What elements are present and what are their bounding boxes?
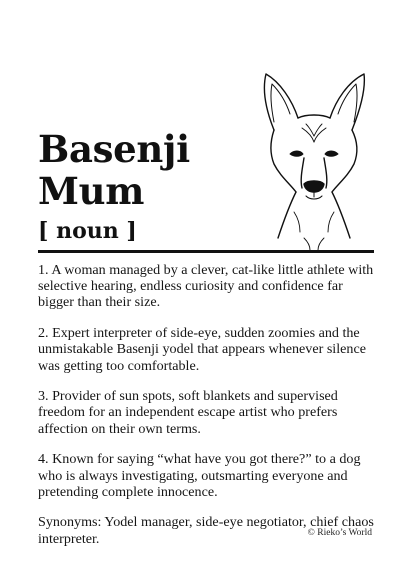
definition-3: 3. Provider of sun spots, soft blankets and supervised freedom for an independent escape artist who prefers affection on their own terms. — [38, 388, 338, 437]
copyright-credit: © Rieko’s World — [307, 528, 372, 538]
definition-1: 1. A woman managed by a clever, cat-like little athlete with selective hearing, endless curiosity and confidence far bigger than their size. — [38, 262, 374, 311]
basenji-illustration — [244, 62, 384, 252]
page-title — [38, 128, 190, 212]
definition-2: 2. Expert interpreter of side-eye, sudden zoomies and the unmistakable Basenji yodel that appears whenever silence was getting too comfortable. — [38, 325, 366, 374]
title-line-2: Mum — [38, 169, 145, 213]
synonyms: Synonyms: Yodel manager, side-eye negotiator, chief chaos interpreter. — [38, 514, 374, 547]
definitions-list — [38, 262, 378, 561]
definition-4: 4. Known for saying “what have you got there?” to a dog who is always investigating, outsmarting everyone and pretending complete innocence. — [38, 451, 361, 500]
title-rule — [38, 250, 374, 253]
title-line-1: Basenji — [38, 127, 190, 171]
part-of-speech: [ noun ] — [38, 218, 137, 244]
